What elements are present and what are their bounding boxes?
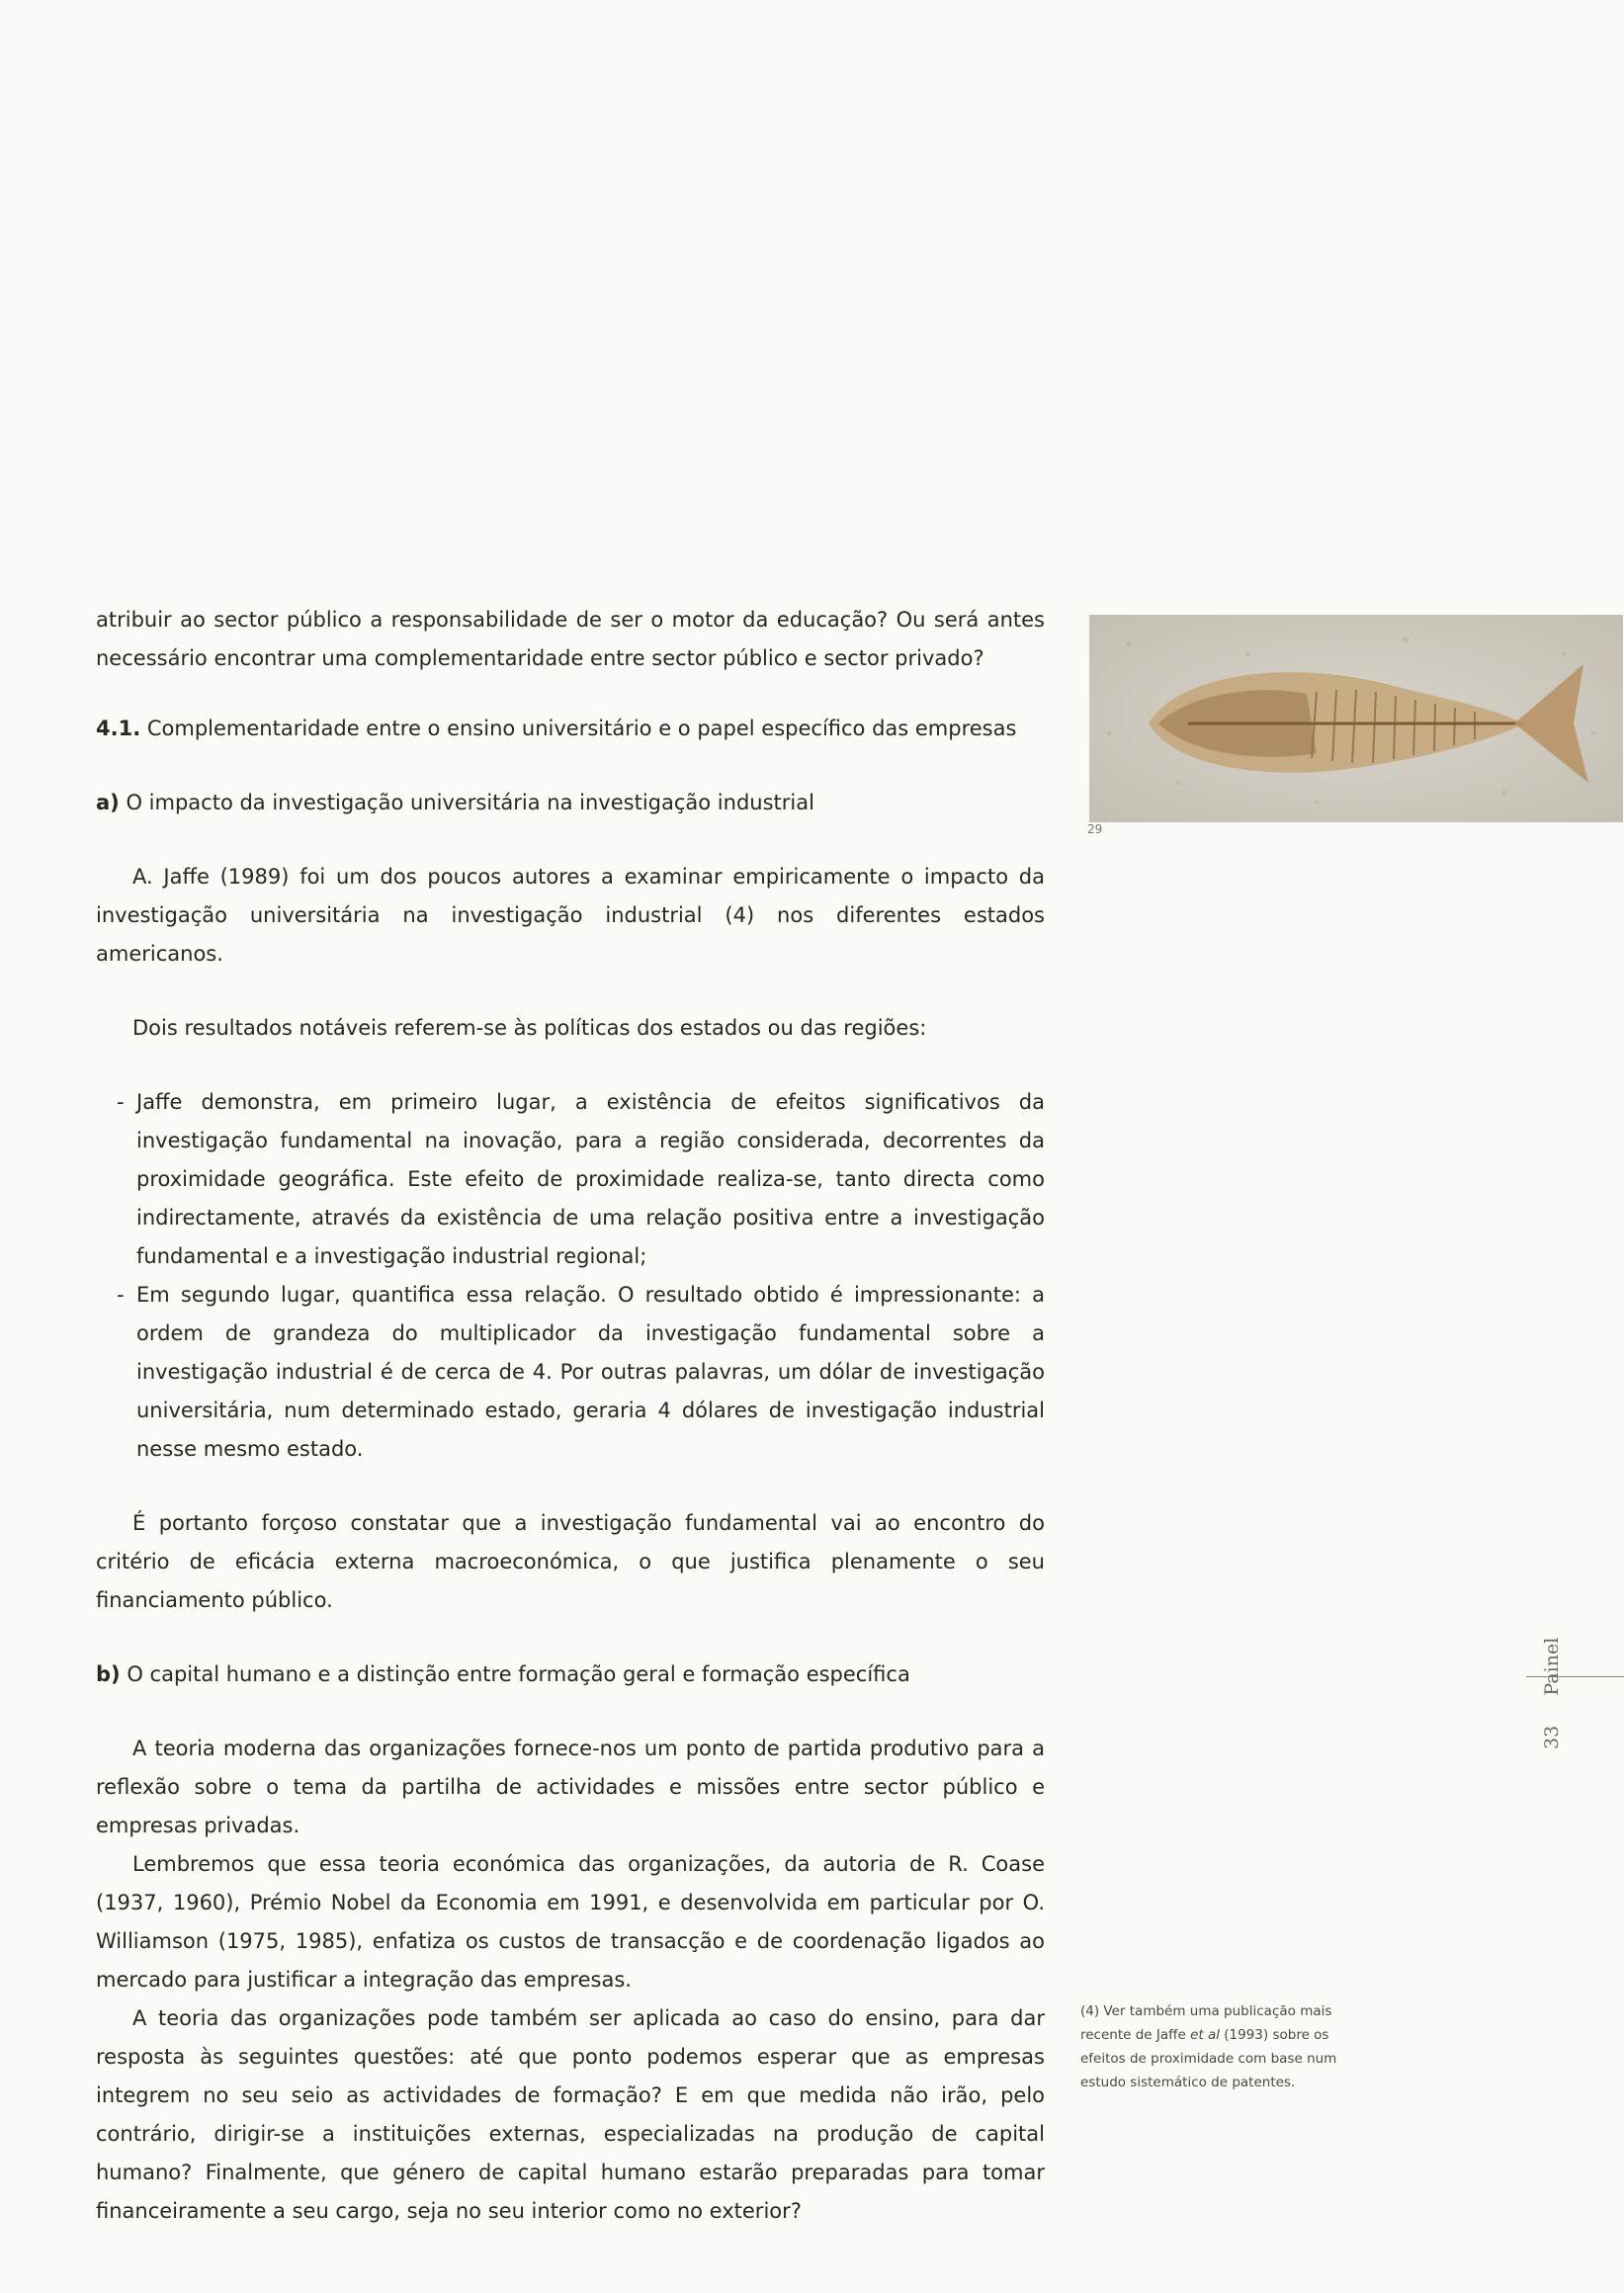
fossil-fish-photo [1089, 615, 1623, 822]
intro-paragraph: atribuir ao sector público a responsabilidade de ser o motor da educação? Ou será antes necessário encontrar uma complementaridade entre sector público e sector privado? [96, 608, 1045, 670]
bullet-item-1 [96, 1083, 1045, 1276]
bullet-dash: - [117, 1283, 125, 1307]
running-label [1541, 1601, 1571, 1749]
footnote-4 [1080, 1999, 1377, 2094]
bullet-item-2 [96, 1276, 1045, 1469]
running-footer [1526, 1601, 1585, 1749]
footnote-italic: et al [1190, 2027, 1220, 2043]
paragraph-coase: Lembremos que essa teoria económica das organizações, da autoria de R. Coase (1937, 1960), Prémio Nobel da Economia em 1991, e desenvolvida em particular por O. Williamson (1975, 1985), enfatiza os custos de transacção e de coordenação ligados ao mercado para justificar a integração das empresas. [96, 1852, 1045, 1992]
paragraph-theory: A teoria moderna das organizações fornece-nos um ponto de partida produtivo para a reflexão sobre o tema da partilha de actividades e missões entre sector público e empresas privadas. [96, 1737, 1045, 1837]
fossil-fish-image [1089, 615, 1623, 822]
subsection-letter-a: a) [96, 791, 120, 814]
footnote-text-after: (1993) sobre os efeitos de proximidade com base num estudo sistemático de patentes. [1080, 2027, 1337, 2090]
bullet-text-1: Jaffe demonstra, em primeiro lugar, a existência de efeitos significativos da investigação fundamental na inovação, para a região considerada, decorrentes da proximidade geográfica. Este efeito de proximidade realiza-se, tanto directa como indirectamente, através da existência de uma relação positiva entre a investigação fundamental e a investigação industrial regional; [136, 1090, 1045, 1268]
paragraph-results: Dois resultados notáveis referem-se às políticas dos estados ou das regiões: [132, 1016, 927, 1040]
section-heading-4-1 [96, 710, 1045, 748]
paragraph-questions: A teoria das organizações pode também ser aplicada ao caso do ensino, para dar resposta às seguintes questões: até que ponto podemos esperar que as empresas integrem no seu seio as actividades de formação? E em que medida não irão, pelo contrário, dirigir-se a instituições externas, especializadas na produção de capital humano? Finalmente, que género de capital humano estarão preparadas para tomar financeiramente a seu cargo, seja no seu interior como no exterior? [96, 2006, 1045, 2223]
section-name: Painel [1541, 1637, 1563, 1696]
subsection-title-b: O capital humano e a distinção entre formação geral e formação específica [127, 1662, 910, 1686]
section-number: 4.1. [96, 717, 141, 740]
section-title: Complementaridade entre o ensino universitário e o papel específico das empresas [146, 717, 1017, 740]
paragraph-conclusion: É portanto forçoso constatar que a investigação fundamental vai ao encontro do critério de eficácia externa macroeconómica, o que justifica plenamente o seu financiamento público. [96, 1511, 1045, 1612]
main-text-column [96, 601, 1045, 2231]
page-number: 33 [1541, 1725, 1563, 1749]
footnote-text-before: (4) Ver também uma publicação mais recente de Jaffe [1080, 2003, 1332, 2043]
paragraph-jaffe: A. Jaffe (1989) foi um dos poucos autores a examinar empiricamente o impacto da investigação universitária na investigação industrial (4) nos diferentes estados americanos. [96, 865, 1045, 966]
subsection-letter-b: b) [96, 1662, 121, 1686]
bullet-text-2: Em segundo lugar, quantifica essa relação. O resultado obtido é impressionante: a ordem de grandeza do multiplicador da investigação fundamental sobre a investigação industrial é de cerca de 4. Por outras palavras, um dólar de investigação universitária, num determinado estado, geraria 4 dólares de investigação industrial nesse mesmo estado. [136, 1283, 1045, 1461]
subsection-heading-b [96, 1656, 1045, 1694]
bullet-dash: - [117, 1090, 125, 1114]
figure-number: 29 [1087, 822, 1103, 836]
subsection-title-a: O impacto da investigação universitária na investigação industrial [126, 791, 814, 814]
subsection-heading-a [96, 784, 1045, 822]
